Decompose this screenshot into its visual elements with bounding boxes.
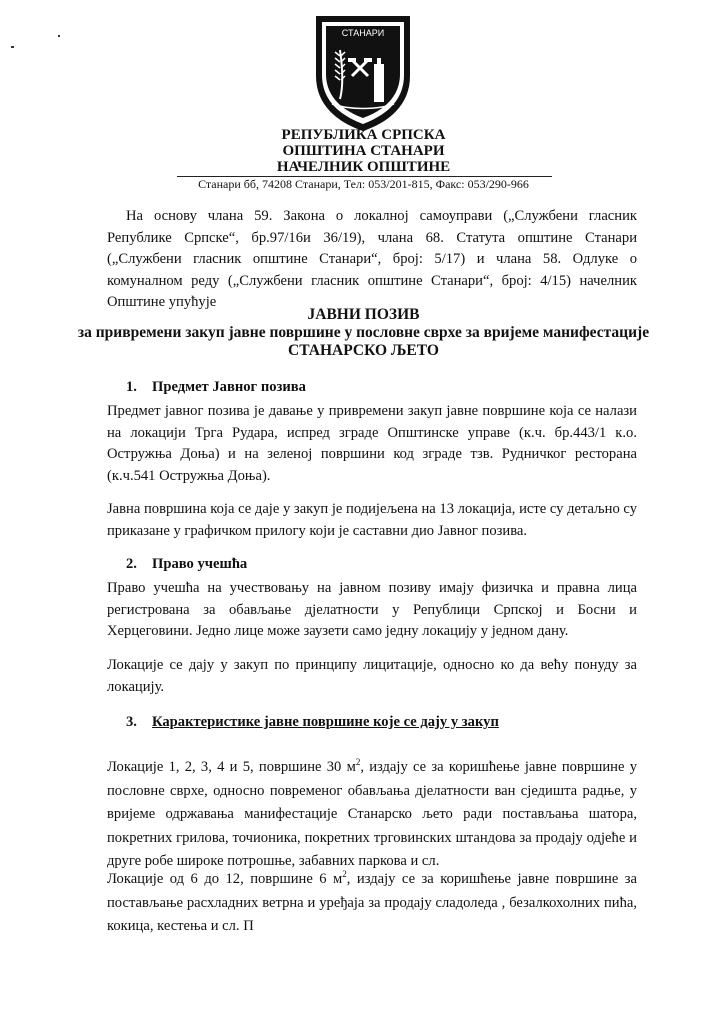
title-event: СТАНАРСКО ЉЕТО	[288, 342, 439, 359]
section-3-heading	[126, 714, 499, 731]
title-subject: за привремени закуп јавне површине у пословне сврхе за вријеме манифестације	[77, 324, 650, 341]
section-1-paragraph-2: Јавна површина која се даје у закуп је подијељена на 13 локација, исте су детаљно су приказане у графичком прилогу који је саставни дио Јавног позива.	[107, 501, 637, 539]
header-mayor: НАЧЕЛНИК ОПШТИНЕ	[276, 159, 451, 175]
text-run: Локације 1, 2, 3, 4 и 5, површине 30 м	[107, 759, 356, 775]
superscript: 2	[355, 757, 361, 768]
header-republic: РЕПУБЛИКА СРПСКА	[281, 127, 446, 143]
scan-speck	[11, 46, 14, 48]
crest-label: СТАНАРИ	[341, 28, 385, 38]
section-number: 3.	[126, 714, 137, 730]
header-address: Станари бб, 74208 Станари, Тел: 053/201-815, Факс: 053/290-966	[198, 177, 529, 191]
section-2-paragraph-1: Право учешћа на учествовању на јавном позиву имају физичка и правна лица регистрована за обављање дјелатности у Републици Српској и Босни и Херцеговини. Једно лице може заузети само једну локацију у једном дану.	[107, 580, 637, 640]
section-number: 2.	[126, 556, 137, 572]
section-number: 1.	[126, 379, 137, 395]
text-run: , издају се за коришћење јавне површине за постављање расхладних ветрна и уређаја за продају сладоледа , безалкохолних пића, кокица, кестења и сл. П	[107, 871, 637, 934]
section-3-paragraph-2	[107, 868, 637, 939]
section-3-paragraph-1	[107, 756, 637, 874]
section-1-heading	[126, 379, 306, 396]
title-public-call: ЈАВНИ ПОЗИВ	[307, 306, 420, 323]
intro-paragraph: На основу члана 59. Закона о локалној самоуправи („Службени гласник Републике Српске“, бр.97/16и 36/19), члана 68. Статута општине Станари („Службени гласник општине Станари“, број: 5/17) и члана 58. Одлуке о комуналном реду („Службени гласник општине Станари“, број: 4/15) начелник Општине упућује	[107, 208, 637, 311]
text-run: , издају се за коришћење јавне површине у пословне сврхе, односно повременог обављања дјелатности ван сједишта радње, у вријеме одржавања манифестације Станарско љето ради постављања шатора, покретних грилова, точионика, покретних трговинских штандова за продају одјеће и друге робе широке потрошње, забавних паркова и сл.	[107, 759, 637, 869]
section-title: Право учешћа	[152, 556, 248, 572]
header-municipality: ОПШТИНА СТАНАРИ	[282, 143, 445, 159]
scan-speck	[58, 35, 60, 37]
section-2-paragraph-2: Локације се дају у закуп по принципу лицитације, односно ко да већу понуду за локацију.	[107, 657, 637, 695]
section-1-paragraph-1: Предмет јавног позива је давање у привремени закуп јавне површине која се налази на локацији Трга Рудара, испред зграде Општинске управе (к.ч. бр.443/1 к.о. Остружња Доња) и на зеленој површини код зграде тзв. Рудничког ресторана (к.ч.541 Остружња Доња).	[107, 403, 637, 484]
section-title: Предмет Јавног позива	[152, 379, 306, 395]
text-run: Локације од 6 до 12, површине 6 м	[107, 871, 343, 887]
section-2-heading	[126, 556, 247, 573]
municipality-crest	[314, 14, 412, 132]
superscript: 2	[342, 869, 347, 880]
section-title: Карактеристике јавне површине које се дају у закуп	[152, 714, 499, 730]
